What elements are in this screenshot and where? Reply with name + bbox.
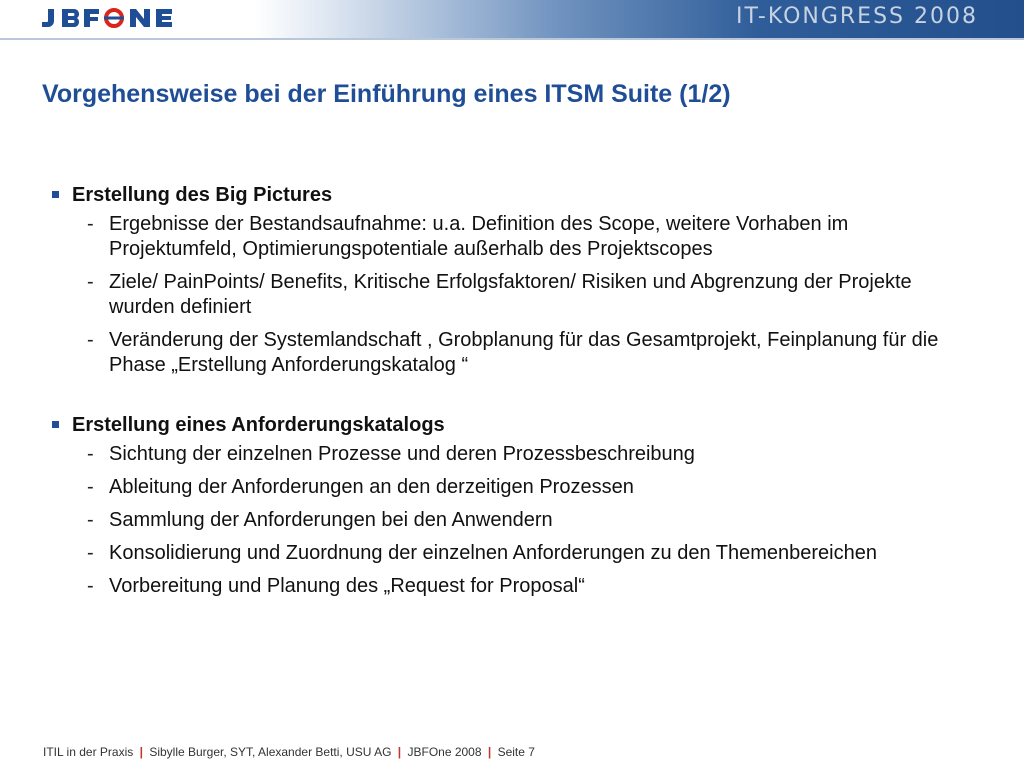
list-item-text: Ergebnisse der Bestandsaufnahme: u.a. Definition des Scope, weitere Vorhaben im Projektumfeld, Optimierungspotentiale außerhalb des Projektscopes — [109, 213, 849, 260]
dash-bullet-icon: - — [87, 271, 94, 293]
dash-bullet-icon: - — [87, 542, 94, 564]
list-item-text: Konsolidierung und Zuordnung der einzelnen Anforderungen zu den Themenbereichen — [109, 542, 877, 564]
list-item-text: Vorbereitung und Planung des „Request for Proposal“ — [109, 575, 585, 597]
footer-separator: | — [397, 745, 402, 759]
section-heading — [50, 412, 980, 438]
square-bullet-icon — [52, 421, 59, 428]
list-item-text: Sichtung der einzelnen Prozesse und deren Prozessbeschreibung — [109, 443, 695, 465]
section-heading-text: Erstellung des Big Pictures — [72, 184, 333, 206]
list-item — [87, 442, 980, 467]
list-item — [87, 328, 980, 378]
section-big-picture — [50, 182, 980, 378]
list-item — [87, 541, 980, 566]
dash-bullet-icon: - — [87, 329, 94, 351]
dash-bullet-icon: - — [87, 575, 94, 597]
list-item-text: Veränderung der Systemlandschaft , Grobplanung für das Gesamtprojekt, Feinplanung für die Phase „Erstellung Anforderungskatalog “ — [109, 329, 939, 376]
footer-authors: Sibylle Burger, SYT, Alexander Betti, USU AG — [149, 745, 392, 759]
jbfone-logo — [40, 6, 208, 30]
list-item-text: Sammlung der Anforderungen bei den Anwendern — [109, 509, 553, 531]
slide-footer — [43, 745, 535, 759]
list-item-text: Ableitung der Anforderungen an den derzeitigen Prozessen — [109, 476, 634, 498]
dash-bullet-icon: - — [87, 509, 94, 531]
footer-separator: | — [139, 745, 143, 759]
dash-bullet-icon: - — [87, 443, 94, 465]
footer-topic: ITIL in der Praxis — [43, 745, 134, 759]
list-item — [87, 212, 980, 262]
jbfone-logo-mark — [40, 7, 208, 29]
footer-event: JBFOne 2008 — [407, 745, 482, 759]
dash-bullet-icon: - — [87, 476, 94, 498]
footer-separator: | — [487, 745, 492, 759]
square-bullet-icon — [52, 191, 59, 198]
event-title: IT-KONGRESS 2008 — [736, 4, 978, 29]
list-item — [87, 574, 980, 599]
header-bar — [0, 0, 1024, 38]
section-requirements-catalog — [50, 412, 980, 599]
footer-page-number: Seite 7 — [497, 745, 535, 759]
section-heading — [50, 182, 980, 208]
header-divider — [0, 38, 1024, 40]
slide-title: Vorgehensweise bei der Einführung eines ITSM Suite (1/2) — [42, 80, 731, 108]
list-item-text: Ziele/ PainPoints/ Benefits, Kritische Erfolgsfaktoren/ Risiken und Abgrenzung der Projekte wurden definiert — [109, 271, 912, 318]
list-item — [87, 475, 980, 500]
list-item — [87, 270, 980, 320]
section-heading-text: Erstellung eines Anforderungskatalogs — [72, 414, 445, 436]
list-item — [87, 508, 980, 533]
slide-content — [50, 182, 980, 633]
dash-bullet-icon: - — [87, 213, 94, 235]
